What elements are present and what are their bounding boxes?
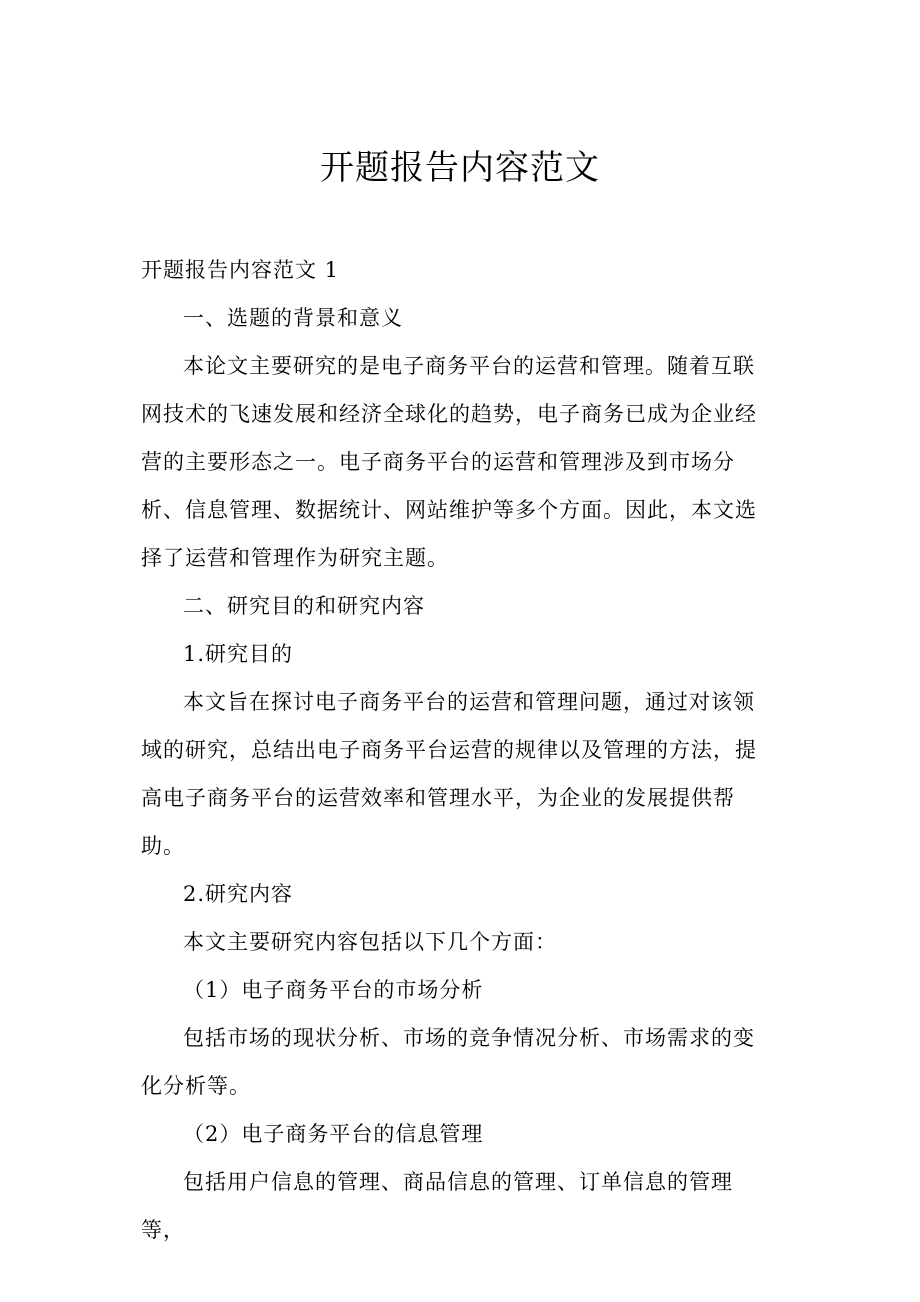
subheading-purpose: 1.研究目的 — [183, 642, 294, 666]
paragraph-purpose: 本文旨在探讨电子商务平台的运营和管理问题，通过对该领域的研究，总结出电子商务平台运营的规律以及管理的方法，提高电子商务平台的运营效率和管理水平，为企业的发展提供帮助。 — [141, 690, 757, 858]
paragraph-background: 本论文主要研究的是电子商务平台的运营和管理。随着互联网技术的飞速发展和经济全球化的趋势，电子商务已成为企业经营的主要形态之一。电子商务平台的运营和管理涉及到市场分析、信息管理、数据统计、网站维护等多个方面。因此，本文选择了运营和管理作为研究主题。 — [141, 354, 757, 570]
paragraph-content-intro: 本文主要研究内容包括以下几个方面： — [183, 930, 557, 954]
document-title: 开题报告内容范文 — [320, 148, 600, 188]
heading-background: 一、选题的背景和意义 — [183, 306, 403, 330]
heading-purpose-content: 二、研究目的和研究内容 — [183, 594, 425, 618]
subheading-content: 2.研究内容 — [183, 882, 294, 906]
paragraph-information-management: 包括用户信息的管理、商品信息的管理、订单信息的管理等， — [141, 1170, 733, 1242]
paragraph-market-analysis: 包括市场的现状分析、市场的竞争情况分析、市场需求的变化分析等。 — [141, 1026, 755, 1098]
item-information-management: （2）电子商务平台的信息管理 — [183, 1122, 484, 1146]
document-body — [141, 246, 771, 1254]
item-market-analysis: （1）电子商务平台的市场分析 — [183, 978, 484, 1002]
section-heading: 开题报告内容范文 1 — [141, 258, 340, 282]
